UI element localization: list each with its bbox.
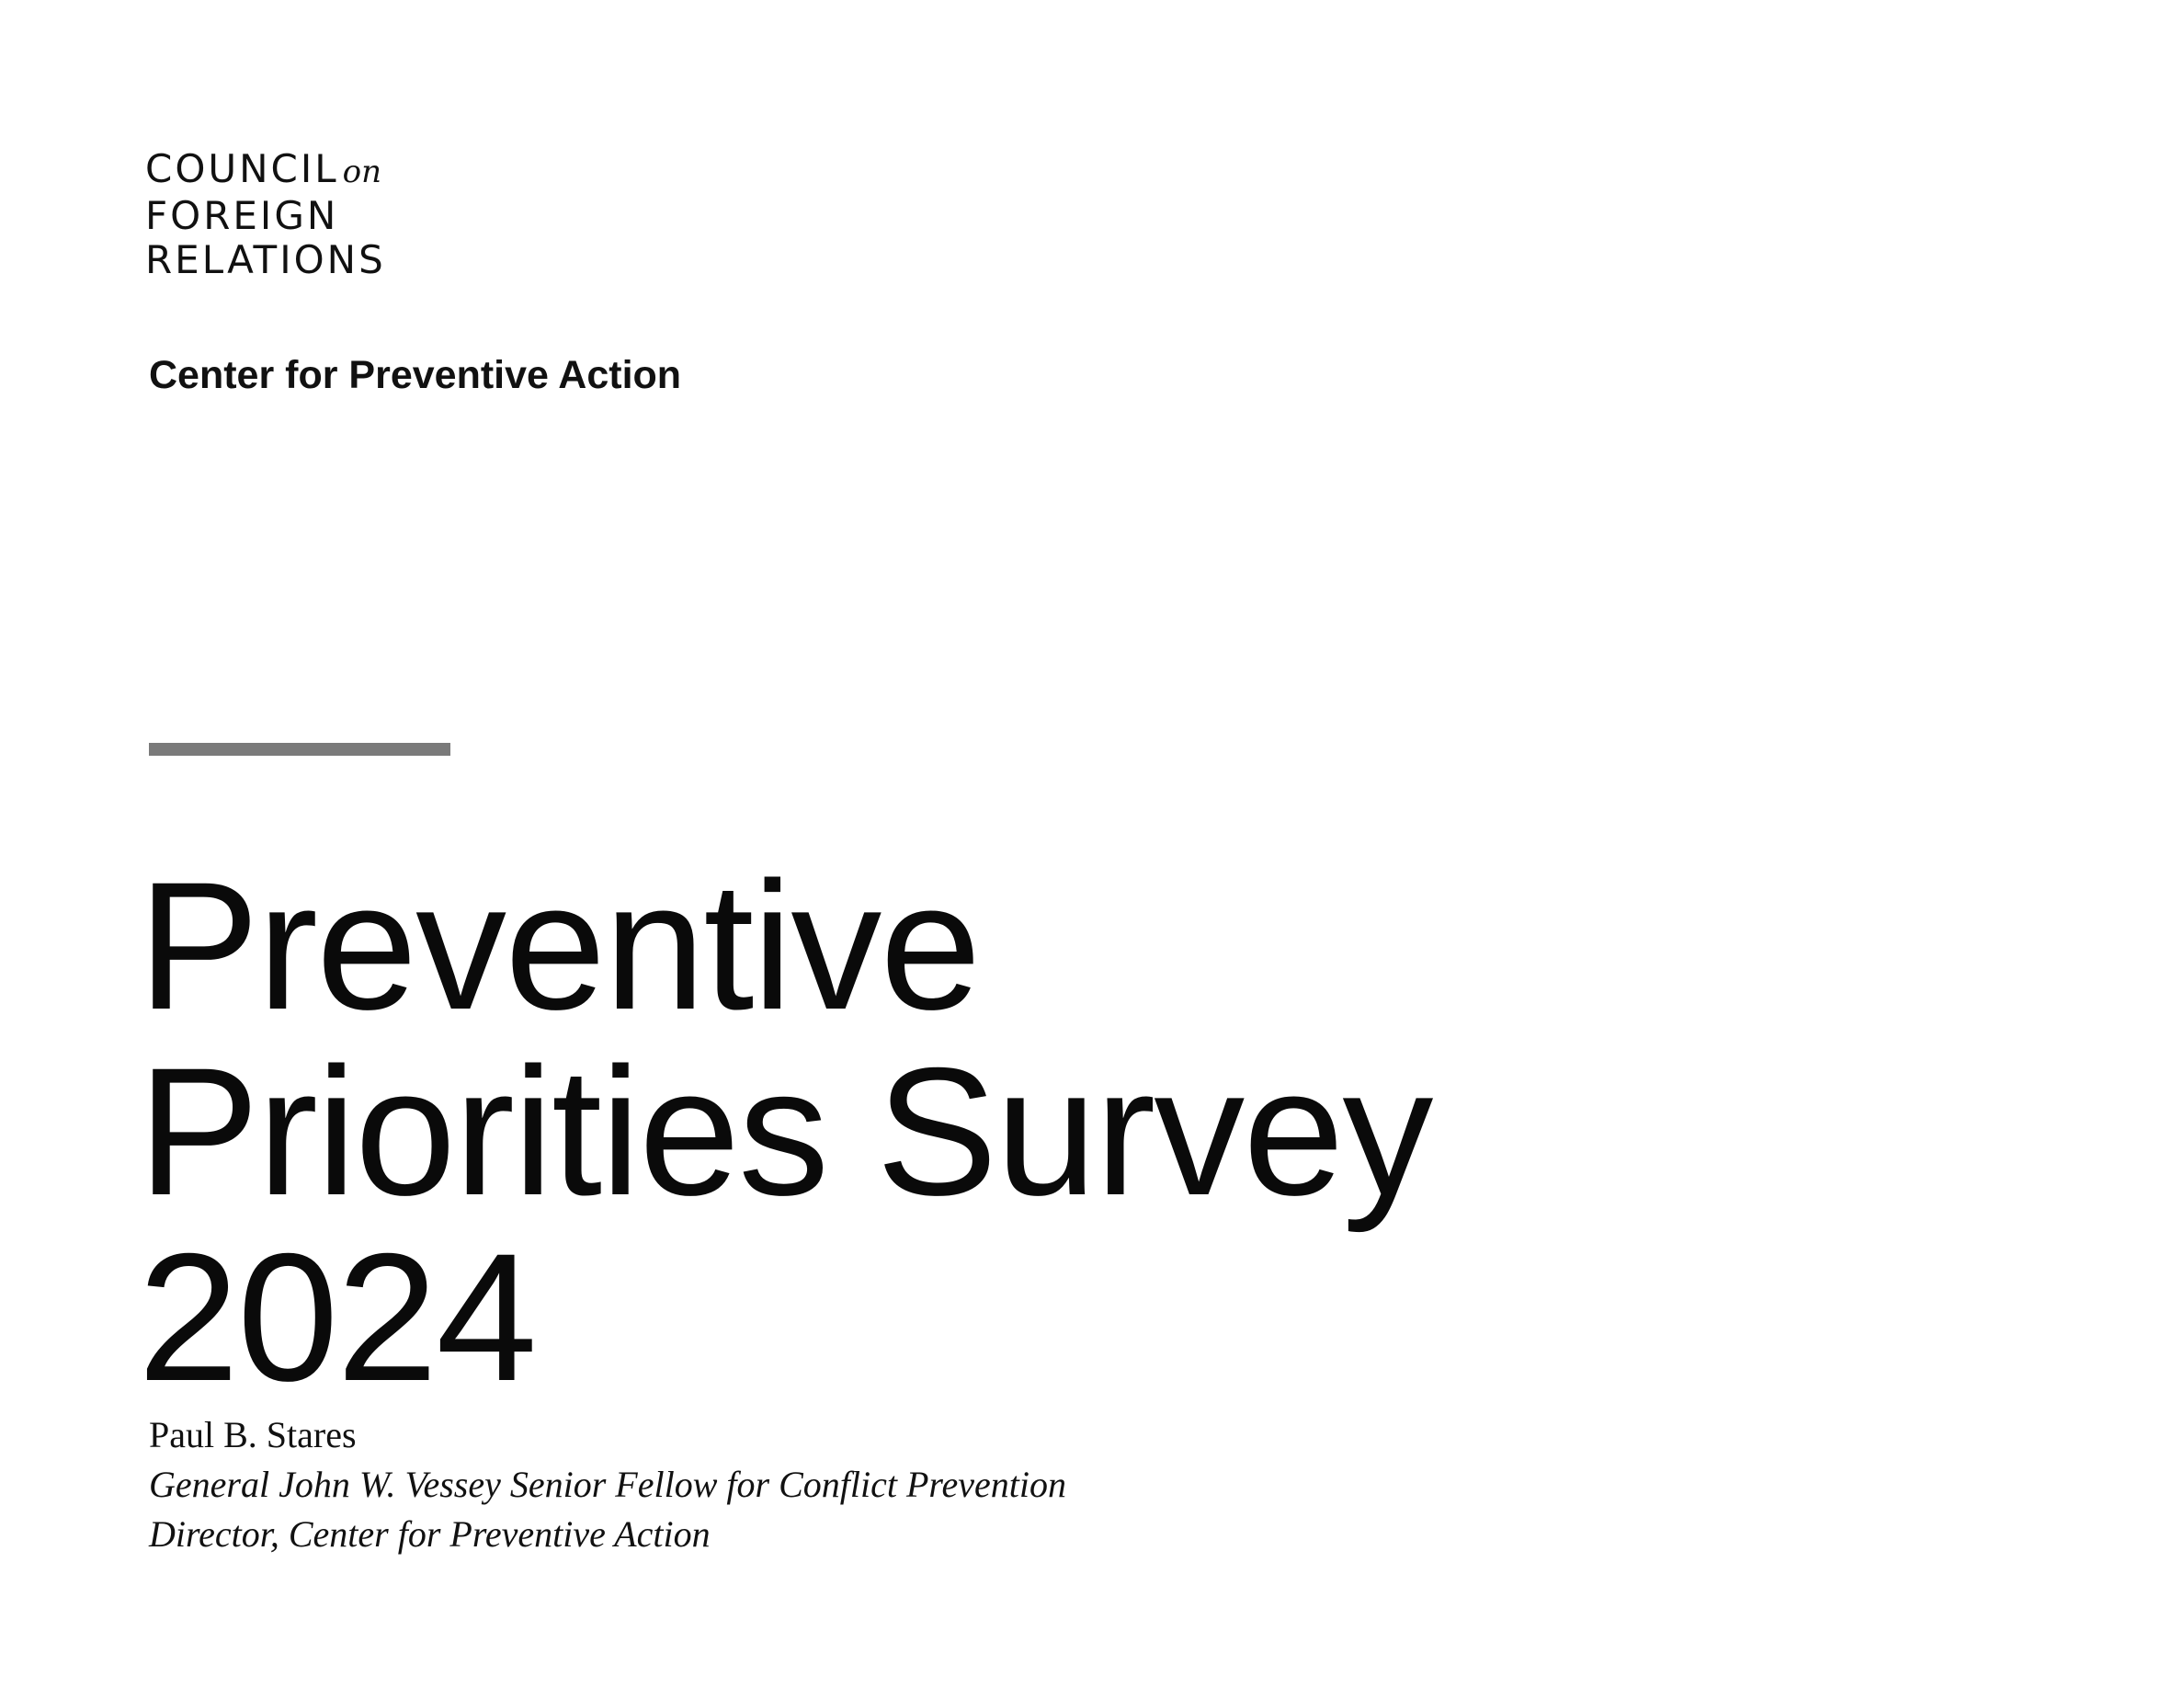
author-position: Director, Center for Preventive Action: [149, 1513, 711, 1555]
report-title: [138, 844, 1432, 1419]
title-line-3: 2024: [138, 1215, 536, 1419]
logo-word-on: on: [342, 154, 382, 190]
title-divider: [149, 743, 450, 756]
cfr-logo: [145, 147, 386, 282]
center-name: Center for Preventive Action: [149, 353, 682, 397]
author-title: General John W. Vessey Senior Fellow for Conflict Prevention: [149, 1464, 1066, 1505]
title-line-1: Preventive: [138, 844, 980, 1047]
logo-line-foreign: FOREIGN: [145, 193, 339, 238]
author-name: Paul B. Stares: [149, 1414, 357, 1455]
logo-line-relations: RELATIONS: [145, 237, 386, 282]
logo-line-council: [145, 147, 386, 194]
title-line-2: Priorities Survey: [138, 1030, 1432, 1233]
author-block: [149, 1410, 1066, 1559]
logo-word-council: COUNCIL: [145, 146, 339, 191]
